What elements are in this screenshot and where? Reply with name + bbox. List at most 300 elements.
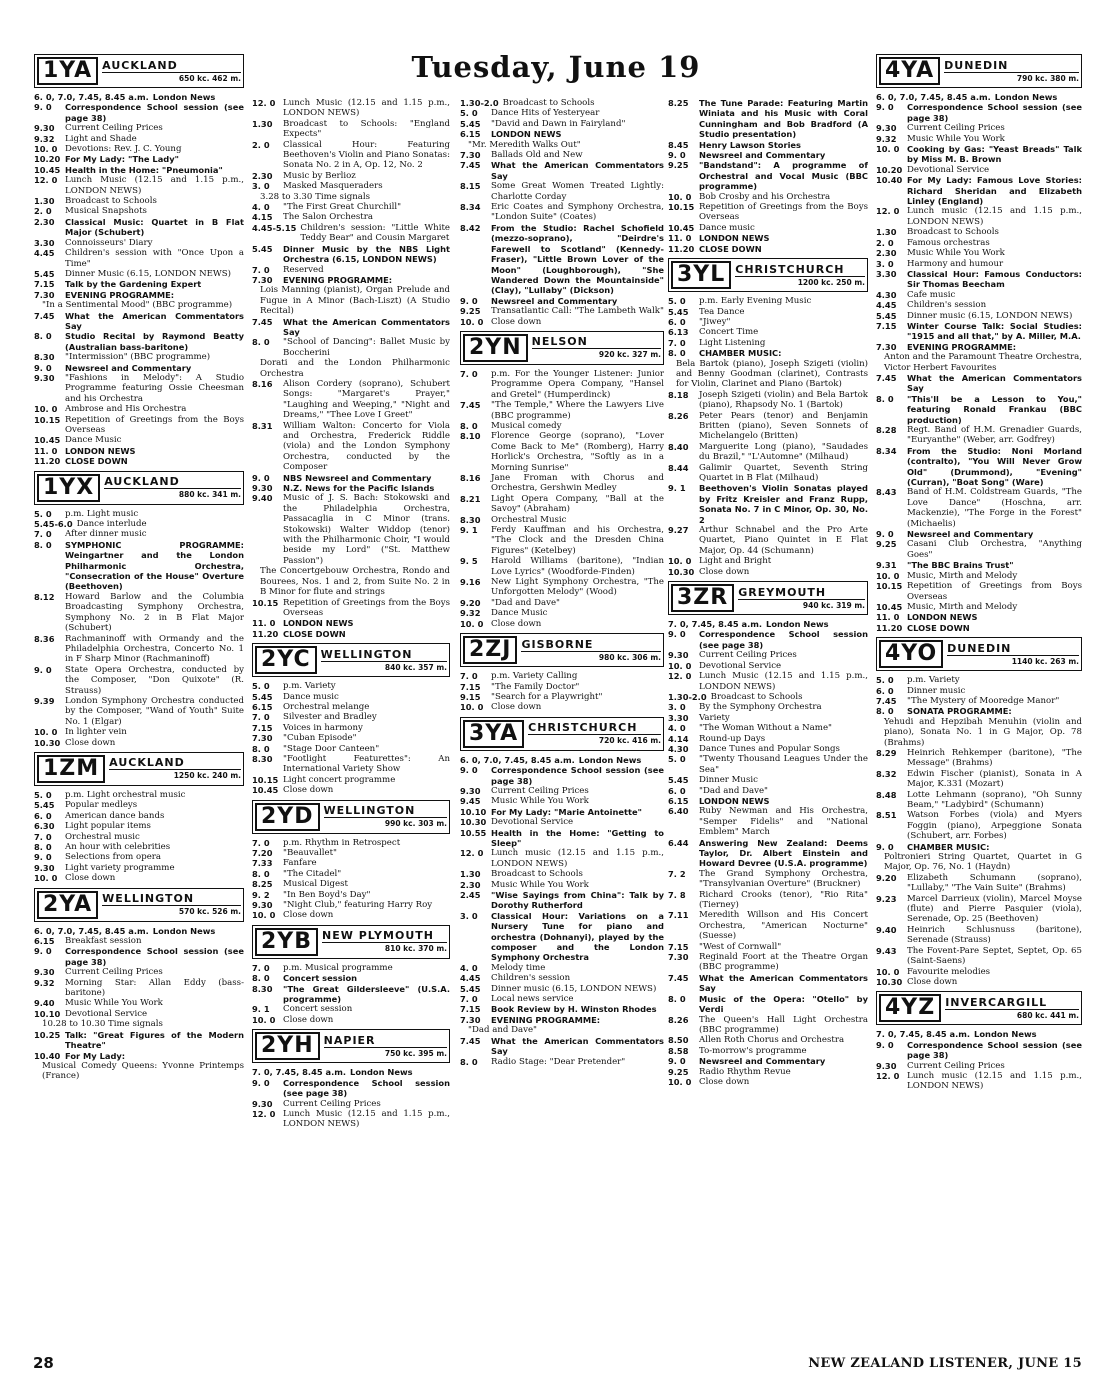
programme-title: EVENING PROGRAMME: bbox=[283, 274, 393, 285]
programme-time: 3.30 bbox=[34, 237, 55, 248]
station-city: NAPIER bbox=[324, 1034, 447, 1048]
programme-time: 6. 0 bbox=[668, 785, 686, 796]
programme-time: 5. 0 bbox=[34, 508, 52, 519]
programme-title: LONDON NEWS bbox=[699, 795, 770, 806]
programme-time: 12. 0 bbox=[252, 1108, 276, 1119]
programme-time: 10. 0 bbox=[460, 702, 484, 713]
programme-time: 9. 0 bbox=[252, 472, 270, 483]
page-number: 28 bbox=[33, 1354, 54, 1372]
programme-title: CLOSE DOWN bbox=[65, 456, 128, 467]
programme-item bbox=[460, 911, 664, 963]
programme-item bbox=[876, 977, 1082, 987]
programme-title: Light variety programme bbox=[65, 862, 175, 873]
programme-time: 5.45 bbox=[460, 983, 481, 994]
programme-title: Dinner music bbox=[907, 685, 966, 696]
programme-time: 5. 0 bbox=[876, 675, 894, 686]
programme-title: "Intermission" (BBC programme) bbox=[65, 352, 211, 363]
programme-item bbox=[34, 175, 244, 196]
programme-title: Lunch music (12.15 and 1.15 p.m., LONDON NEWS) bbox=[907, 1070, 1082, 1092]
programme-title: p.m. Variety bbox=[907, 675, 960, 686]
programme-time: 10. 0 bbox=[668, 191, 692, 202]
programme-time: 6.40 bbox=[668, 806, 689, 817]
programme-title: New Light Symphony Orchestra, "The Unforgotten Melody" (Wood) bbox=[491, 577, 664, 598]
programme-time: 8.15 bbox=[460, 181, 481, 192]
programme-title: Eric Coates and Symphony Orchestra, "London Suite" (Coates) bbox=[491, 202, 664, 223]
programme-continuation: Lois Manning (pianist), Organ Prelude and Fugue in A Minor (Bach-Liszt) (A Studio Recital) bbox=[260, 285, 450, 317]
programme-title: To-morrow's programme bbox=[699, 1045, 807, 1056]
station-callsign: 4YA bbox=[879, 57, 940, 85]
programme-time: 9.40 bbox=[876, 924, 897, 935]
programme-time: 11.20 bbox=[876, 622, 903, 633]
programme-title: The Queen's Hall Light Orchestra (BBC programme) bbox=[699, 1014, 868, 1035]
programme-item bbox=[668, 411, 868, 442]
footer-publication: NEW ZEALAND LISTENER, JUNE 15 bbox=[808, 1356, 1082, 1371]
station-info bbox=[317, 648, 447, 673]
programme-title: Radio Rhythm Revue bbox=[699, 1066, 791, 1077]
programme-title: Lunch Music (12.15 and 1.15 p.m., LONDON NEWS) bbox=[65, 175, 244, 196]
programme-continuation: Musical Comedy Queens: Yvonne Printemps (France) bbox=[42, 1060, 244, 1082]
station-callsign: 4YZ bbox=[879, 994, 941, 1022]
programme-item bbox=[252, 681, 450, 691]
programme-title: London News bbox=[152, 925, 216, 936]
programme-title: CLOSE DOWN bbox=[283, 628, 346, 639]
programme-item bbox=[876, 873, 1082, 894]
programme-title: Newsreel and Commentary bbox=[65, 362, 192, 373]
programme-title: CLOSE DOWN bbox=[907, 622, 970, 633]
programme-title: London News bbox=[994, 92, 1058, 102]
programme-time: 9.25 bbox=[460, 306, 481, 317]
station-header bbox=[252, 1029, 450, 1063]
station-info bbox=[940, 59, 1079, 84]
programme-time: 9. 2 bbox=[252, 889, 270, 900]
programme-title: For My Lady: "The Lady" bbox=[65, 154, 179, 165]
programme-title: Close down bbox=[283, 785, 334, 796]
programme-time: 7.11 bbox=[668, 910, 689, 921]
programme-title: Correspondence School session (see page 38) bbox=[699, 629, 868, 650]
programme-item bbox=[876, 623, 1082, 633]
programme-item bbox=[34, 696, 244, 727]
programme-title: Heinrich Rehkemper (baritone), "The Message" (Brahms) bbox=[907, 747, 1082, 769]
programme-title: William Walton: Concerto for Viola and Orchestra, Frederick Riddle (viola) and the London Symphony Orchestra, conducted by the Composer bbox=[283, 420, 450, 473]
programme-time: 5. 0 bbox=[252, 681, 270, 692]
programme-item bbox=[876, 748, 1082, 769]
programme-item bbox=[34, 800, 244, 810]
station-info bbox=[517, 638, 661, 663]
programme-time: 5.45 bbox=[460, 118, 481, 129]
programme-time: 11. 0 bbox=[252, 618, 276, 629]
programme-item bbox=[876, 696, 1082, 706]
programme-time: 7. 0 bbox=[252, 837, 270, 848]
programme-continuation: Bela Bartok (piano), Joseph Szigeti (violin) and Benny Goodman (clarinet), Contrasts for Violin, Clarinet and Piano (Bartok) bbox=[676, 358, 868, 390]
programme-item bbox=[34, 311, 244, 332]
programme-time: 9.30 bbox=[34, 862, 55, 873]
programme-item bbox=[34, 92, 244, 102]
programme-time: 7.30 bbox=[252, 274, 273, 285]
programme-time: 10. 0 bbox=[876, 570, 900, 581]
programme-item bbox=[34, 415, 244, 436]
programme-time: 10. 0 bbox=[876, 144, 900, 155]
programme-time: 7.15 bbox=[460, 681, 481, 692]
programme-title: What the American Commentators Say bbox=[491, 160, 664, 181]
programme-item bbox=[876, 165, 1082, 175]
programme-time: 8. 0 bbox=[460, 420, 478, 431]
programme-item bbox=[668, 796, 868, 806]
programme-title: What the American Commentators Say bbox=[65, 310, 244, 331]
programme-item bbox=[34, 790, 244, 800]
programme-title: Broadcast to Schools bbox=[907, 227, 999, 238]
programme-title: Edwin Fischer (pianist), Sonata in A Major, K.331 (Mozart) bbox=[907, 768, 1082, 790]
programme-time: 8. 0 bbox=[460, 1056, 478, 1067]
programme-title: Lunch Music (12.15 and 1.15 p.m., LONDON NEWS) bbox=[283, 98, 450, 119]
programme-title: Henry Lawson Stories bbox=[699, 139, 801, 150]
programme-item bbox=[460, 692, 664, 702]
programme-title: p.m. Variety bbox=[283, 681, 336, 692]
programme-title: Correspondence School session (see page 38) bbox=[65, 102, 244, 123]
station-frequency: 750 kc. 395 m. bbox=[384, 1048, 447, 1058]
station-header bbox=[460, 331, 664, 365]
station-frequency: 880 kc. 341 m. bbox=[178, 490, 241, 500]
station-header bbox=[34, 752, 244, 786]
programme-time: 10.15 bbox=[252, 597, 279, 608]
programme-item bbox=[876, 1029, 1082, 1039]
station-city: INVERCARGILL bbox=[945, 996, 1079, 1010]
programme-item bbox=[876, 1061, 1082, 1071]
programme-title: Answering New Zealand: Deems Taylor, Dr. Albert Einstein and Howard Devree (U.S.A. programme) bbox=[699, 837, 868, 869]
programme-item bbox=[460, 765, 664, 786]
programme-item bbox=[668, 525, 868, 556]
programme-item bbox=[668, 307, 868, 317]
programme-time: 10.45 bbox=[34, 435, 61, 446]
station-city: AUCKLAND bbox=[109, 756, 241, 770]
station-frequency: 980 kc. 306 m. bbox=[598, 652, 661, 662]
programme-title: p.m. Light orchestral music bbox=[65, 789, 186, 800]
programme-title: Classical Hour: Featuring Beethoven's Violin and Piano Sonatas: Sonata No. 2 in A, Op. 12, No. 2 bbox=[283, 139, 450, 171]
programme-item bbox=[252, 973, 450, 983]
programme-item bbox=[668, 713, 868, 723]
programme-time: 10.15 bbox=[34, 414, 61, 425]
programme-time: 9. 0 bbox=[252, 1077, 270, 1088]
programme-title: Broadcast to Schools: "England Expects" bbox=[283, 118, 450, 140]
programme-item bbox=[252, 275, 450, 285]
programme-time: 1.30-2.0 bbox=[460, 98, 499, 108]
programme-title: Close down bbox=[65, 873, 116, 884]
station-info bbox=[98, 59, 241, 84]
programme-item bbox=[252, 119, 450, 140]
station-header bbox=[876, 637, 1082, 671]
programme-time: 7. 0 bbox=[460, 671, 478, 682]
programme-title: Close down bbox=[699, 566, 750, 577]
programme-item bbox=[460, 296, 664, 306]
programme-item bbox=[34, 978, 244, 999]
station-callsign: 2YA bbox=[37, 891, 98, 919]
programme-item bbox=[252, 900, 450, 910]
programme-time: 5. 0 bbox=[460, 108, 478, 119]
programme-time: 8.58 bbox=[668, 1045, 689, 1056]
programme-item bbox=[252, 890, 450, 900]
programme-title: Watson Forbes (viola) and Myers Foggin (piano), Arpeggione Sonata (Schubert, arr. Forbes) bbox=[907, 810, 1082, 842]
programme-item bbox=[252, 1109, 450, 1130]
programme-time: 3.30 bbox=[668, 712, 689, 723]
programme-time: 9. 0 bbox=[34, 362, 52, 373]
programme-continuation: Poltronieri String Quartet, Quartet in G Major, Op. 76, No. 1 (Haydn) bbox=[884, 852, 1082, 873]
programme-item bbox=[668, 192, 868, 202]
programme-title: Lunch Music (12.15 and 1.15 p.m., LONDON NEWS) bbox=[699, 671, 868, 692]
programme-time: 9. 0 bbox=[876, 841, 894, 852]
programme-title: For My Lady: bbox=[65, 1050, 126, 1061]
programme-title: LONDON NEWS bbox=[907, 612, 978, 623]
programme-title: Light concert programme bbox=[283, 774, 396, 785]
programme-continuation: 3.28 to 3.30 Time signals bbox=[260, 191, 371, 202]
programme-time: 4.14 bbox=[668, 733, 689, 744]
programme-time: 9. 0 bbox=[668, 629, 686, 640]
station-info bbox=[731, 263, 865, 288]
programme-title: Light Opera Company, "Ball at the Savoy" (Abraham) bbox=[491, 493, 664, 515]
programme-title: Close down bbox=[65, 737, 116, 748]
programme-item bbox=[252, 244, 450, 265]
programme-time: 9.30 bbox=[252, 900, 273, 911]
programme-time: 7.15 bbox=[876, 320, 897, 331]
programme-time: 8.50 bbox=[668, 1035, 689, 1046]
programme-time: 8.32 bbox=[876, 768, 897, 779]
programme-title: Close down bbox=[907, 976, 958, 987]
programme-time: 9.25 bbox=[876, 539, 897, 550]
programme-item bbox=[668, 160, 868, 191]
programme-title: Casani Club Orchestra, "Anything Goes" bbox=[907, 539, 1082, 560]
programme-time: 9.30 bbox=[252, 483, 273, 494]
programme-time: 5.45 bbox=[252, 243, 273, 254]
programme-time: 3. 0 bbox=[460, 910, 478, 921]
programme-title: Current Ceiling Prices bbox=[65, 123, 163, 134]
programme-title: By the Symphony Orchestra bbox=[699, 702, 822, 713]
station-header bbox=[668, 581, 868, 615]
programme-title: Repetition of Greetings from the Boys Overseas bbox=[65, 414, 244, 435]
programme-time: 7.30 bbox=[460, 150, 481, 161]
programme-title: Close down bbox=[491, 702, 542, 713]
station-city: CHRISTCHURCH bbox=[528, 721, 661, 735]
programme-time: 11. 0 bbox=[668, 233, 692, 244]
programme-title: The Fovent-Pare Septet, Septet, Op. 65 (Saint-Saens) bbox=[907, 945, 1082, 967]
programme-title: EVENING PROGRAMME: bbox=[65, 289, 175, 300]
programme-item bbox=[252, 317, 450, 338]
programme-item bbox=[252, 1078, 450, 1099]
programme-title: Popular medleys bbox=[65, 800, 138, 811]
programme-title: Correspondence School session (see page 38) bbox=[907, 1039, 1082, 1061]
programme-title: Broadcast to Schools bbox=[502, 98, 595, 108]
programme-item bbox=[460, 317, 664, 327]
programme-item bbox=[876, 425, 1082, 446]
programme-item bbox=[876, 686, 1082, 696]
programme-time: 9.20 bbox=[876, 872, 897, 883]
programme-title: In lighter vein bbox=[65, 727, 127, 738]
programme-time: 4.30 bbox=[668, 743, 689, 754]
programme-title: Current Ceiling Prices bbox=[65, 967, 163, 978]
programme-item bbox=[34, 946, 244, 967]
programme-title: Music of the Opera: "Otello" by Verdi bbox=[699, 993, 868, 1015]
programme-item bbox=[668, 744, 868, 754]
programme-time: 7.30 bbox=[460, 1014, 481, 1025]
programme-title: Current Ceiling Prices bbox=[907, 1060, 1005, 1071]
programme-time: 7.15 bbox=[460, 1004, 481, 1015]
programme-time: 9.45 bbox=[460, 796, 481, 807]
programme-item bbox=[668, 671, 868, 692]
station-info bbox=[320, 1034, 447, 1059]
programme-title: "The First Great Churchill" bbox=[283, 202, 402, 213]
programme-time: 8.16 bbox=[252, 378, 273, 389]
programme-time: 5.45-6.0 bbox=[34, 519, 73, 530]
programme-time: 10.45 bbox=[34, 164, 61, 175]
programme-item bbox=[876, 571, 1082, 581]
programme-time: 11. 0 bbox=[34, 445, 58, 456]
programme-item bbox=[668, 702, 868, 712]
programme-title: Dance Tunes and Popular Songs bbox=[699, 743, 840, 754]
programme-item bbox=[876, 290, 1082, 300]
programme-item bbox=[668, 890, 868, 911]
station-callsign: 2YC bbox=[255, 646, 317, 674]
programme-item bbox=[876, 790, 1082, 811]
programme-time: 2.30 bbox=[252, 170, 273, 181]
programme-title: Cafe music bbox=[907, 289, 956, 300]
programme-time: 2. 0 bbox=[34, 206, 52, 217]
programme-item bbox=[668, 327, 868, 337]
programme-title: Classical Music: Quartet in B Flat Major (Schubert) bbox=[65, 216, 244, 238]
programme-item bbox=[876, 675, 1082, 685]
programme-item bbox=[34, 998, 244, 1008]
station-city: CHRISTCHURCH bbox=[735, 263, 865, 277]
programme-time: 2. 0 bbox=[876, 237, 894, 248]
station-frequency: 1140 kc. 263 m. bbox=[1011, 656, 1079, 666]
programme-title: Cooking by Gas: "Yeast Breads" Talk by Miss M. B. Brown bbox=[907, 144, 1082, 165]
programme-title: Close down bbox=[491, 618, 542, 629]
station-city: WELLINGTON bbox=[321, 648, 447, 662]
programme-time: 8. 0 bbox=[252, 973, 270, 984]
programme-item bbox=[876, 248, 1082, 258]
programme-title: London News bbox=[152, 92, 216, 102]
station-header bbox=[460, 633, 664, 667]
programme-title: London News bbox=[350, 1067, 413, 1078]
programme-title: "Night Club," featuring Harry Roy bbox=[283, 900, 433, 911]
programme-title: Dance music bbox=[699, 222, 755, 233]
programme-time: 8.43 bbox=[876, 487, 897, 498]
programme-time: 10.20 bbox=[876, 164, 903, 175]
programme-time: 1.30 bbox=[252, 118, 273, 129]
programme-title: Light popular items bbox=[65, 821, 151, 832]
programme-title: p.m. Variety Calling bbox=[491, 671, 578, 682]
programme-title: Classical Hour: Variations on a Nursery Tune for piano and orchestra (Dohnanyi), played by the composer and the London Symphony Orchestra bbox=[491, 910, 664, 963]
programme-title: CHAMBER MUSIC: bbox=[907, 841, 990, 852]
programme-title: Some Great Women Treated Lightly: Charlotte Corday bbox=[491, 181, 664, 202]
programme-title: Music of J. S. Bach: Stokowski and the Philadelphia Orchestra, Passacaglia in C Minor (trans. Stokowski) Walter Widdop (tenor) with the Philharmonic Choir, "I would beside my Lord" ("St. Matthew Passion") bbox=[283, 493, 450, 566]
programme-item bbox=[252, 202, 450, 212]
programme-item bbox=[252, 140, 450, 171]
programme-title: Current Ceiling Prices bbox=[699, 650, 797, 661]
programme-title: Newsreel and Commentary bbox=[491, 295, 618, 306]
programme-item bbox=[460, 202, 664, 223]
programme-time: 5.45 bbox=[876, 310, 897, 321]
programme-title: "Bandstand": A programme of Orchestral and Vocal Music (BBC programme) bbox=[699, 160, 868, 192]
station-city: AUCKLAND bbox=[104, 475, 241, 489]
programme-item bbox=[34, 863, 244, 873]
station-frequency: 810 kc. 370 m. bbox=[384, 944, 447, 954]
programme-time: 8.40 bbox=[668, 441, 689, 452]
programme-item bbox=[876, 842, 1082, 852]
programme-item bbox=[252, 337, 450, 358]
programme-item bbox=[34, 456, 244, 466]
programme-item bbox=[34, 248, 244, 269]
programme-time: 6.15 bbox=[252, 701, 273, 712]
programme-time: 9.30 bbox=[252, 1098, 273, 1109]
programme-time: 7. 0, 7.45, 8.45 a.m. bbox=[876, 1029, 971, 1040]
programme-item bbox=[668, 661, 868, 671]
programme-time: 10.30 bbox=[668, 566, 695, 577]
programme-time: 9.43 bbox=[876, 945, 897, 956]
programme-time: 10. 0 bbox=[34, 404, 58, 415]
programme-item bbox=[252, 98, 450, 119]
programme-time: 7. 2 bbox=[668, 868, 686, 879]
programme-item bbox=[34, 290, 244, 300]
programme-title: Music, Mirth and Melody bbox=[907, 570, 1018, 581]
programme-time: 7.45 bbox=[460, 160, 481, 171]
station-info bbox=[318, 929, 447, 954]
programme-title: Children's session with "Once Upon a Time" bbox=[65, 248, 244, 269]
programme-title: Devotional Service bbox=[491, 817, 574, 828]
programme-title: Close down bbox=[699, 1076, 750, 1087]
programme-item bbox=[668, 1015, 868, 1036]
programme-item bbox=[876, 300, 1082, 310]
programme-time: 8.48 bbox=[876, 789, 897, 800]
programme-item bbox=[460, 786, 664, 796]
programme-item bbox=[876, 123, 1082, 133]
programme-time: 9. 0 bbox=[668, 150, 686, 161]
programme-item bbox=[876, 259, 1082, 269]
programme-time: 9. 0 bbox=[876, 529, 894, 540]
programme-item bbox=[34, 144, 244, 154]
station-info bbox=[105, 756, 241, 781]
programme-title: Ruby Newman and His Orchestra, "Semper Fidelis" and "National Emblem" March bbox=[699, 806, 868, 838]
programme-time: 10.10 bbox=[34, 1008, 61, 1019]
programme-item bbox=[668, 244, 868, 254]
programme-time: 11.20 bbox=[252, 628, 279, 639]
programme-item bbox=[876, 769, 1082, 790]
programme-time: 8. 0 bbox=[34, 842, 52, 852]
programme-title: What the American Commentators Say bbox=[283, 316, 450, 337]
programme-time: 1.30 bbox=[34, 196, 55, 207]
programme-item bbox=[252, 1099, 450, 1109]
programme-item bbox=[876, 602, 1082, 612]
programme-title: Devotions: Rev. J. C. Young bbox=[65, 144, 182, 155]
programme-time: 9. 0 bbox=[460, 295, 478, 306]
programme-title: Light and Shade bbox=[65, 133, 137, 144]
programme-title: Winter Course Talk: Social Studies: "1915 and all that," by A. Miller, M.A. bbox=[907, 320, 1082, 342]
programme-item bbox=[876, 946, 1082, 967]
programme-time: 7. 0, 7.45, 8.45 a.m. bbox=[252, 1067, 347, 1078]
programme-item bbox=[460, 431, 664, 473]
programme-time: 9.16 bbox=[460, 577, 481, 588]
programme-time: 5.45 bbox=[252, 691, 273, 702]
programme-title: Joseph Szigeti (violin) and Bela Bartok (piano), Rhapsody No. 1 (Bartok) bbox=[699, 389, 868, 411]
programme-title: "David and Dawn in Fairyland" bbox=[491, 118, 626, 129]
programme-time: 3. 0 bbox=[876, 258, 894, 269]
programme-time: 12. 0 bbox=[876, 1070, 900, 1081]
programme-time: 5.45 bbox=[34, 268, 55, 279]
programme-title: Morning Star: Allan Eddy (bass-baritone) bbox=[65, 977, 244, 999]
station-header bbox=[34, 54, 244, 88]
column-2 bbox=[252, 98, 450, 1130]
programme-time: 4.45-5.15 bbox=[252, 222, 297, 233]
programme-title: What the American Commentators Say bbox=[907, 372, 1082, 394]
programme-title: Correspondence School session (see page 38) bbox=[491, 765, 664, 786]
programme-item bbox=[668, 838, 868, 869]
programme-title: Health in the Home: "Pneumonia" bbox=[65, 164, 223, 175]
